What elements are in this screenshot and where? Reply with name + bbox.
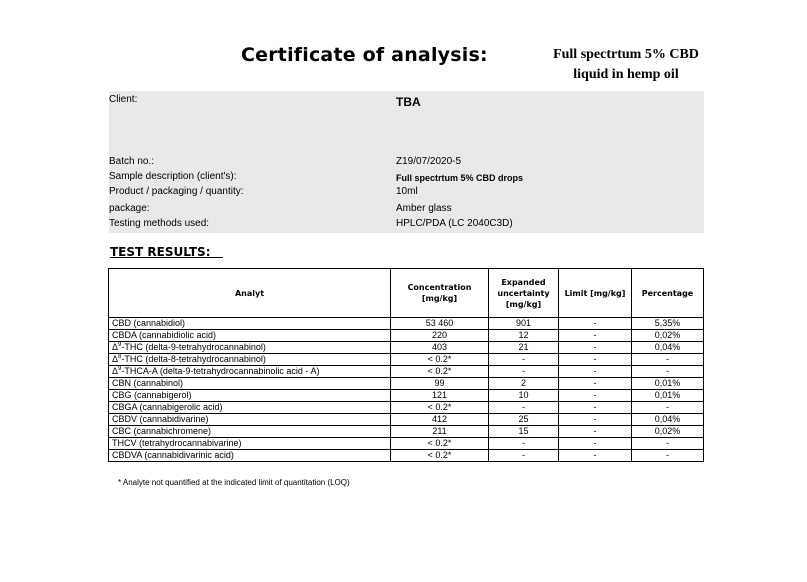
analyt-name: CBDV (cannabidivarine) bbox=[112, 414, 209, 424]
analyt-cell bbox=[109, 390, 391, 402]
table-row bbox=[109, 450, 704, 462]
analyt-cell bbox=[109, 450, 391, 462]
limit-cell: - bbox=[559, 330, 632, 342]
table-row bbox=[109, 390, 704, 402]
analyt-cell bbox=[109, 342, 391, 354]
concentration-cell: < 0.2* bbox=[391, 354, 489, 366]
package-value: Amber glass bbox=[396, 203, 452, 214]
limit-cell: - bbox=[559, 390, 632, 402]
delta-superscript: 9 bbox=[118, 342, 122, 348]
delta-symbol: Δ bbox=[112, 342, 119, 352]
column-header-limit: Limit [mg/kg] bbox=[559, 269, 632, 318]
concentration-cell: < 0.2* bbox=[391, 438, 489, 450]
uncertainty-cell: 25 bbox=[489, 414, 559, 426]
concentration-cell: < 0.2* bbox=[391, 450, 489, 462]
analyt-cell bbox=[109, 330, 391, 342]
table-row bbox=[109, 366, 704, 378]
analyt-cell bbox=[109, 438, 391, 450]
concentration-cell: < 0.2* bbox=[391, 366, 489, 378]
analyt-name: -THC (delta-8-tetrahydrocannabinol) bbox=[121, 354, 266, 364]
concentration-cell: 220 bbox=[391, 330, 489, 342]
limit-cell: - bbox=[559, 354, 632, 366]
uncertainty-cell: 10 bbox=[489, 390, 559, 402]
footnote: * Analyte not quantified at the indicated limit of quantitation (LOQ) bbox=[118, 478, 350, 487]
analyt-name: THCV (tetrahydrocannabivarine) bbox=[112, 438, 242, 448]
percentage-cell: - bbox=[632, 450, 704, 462]
percentage-cell: - bbox=[632, 354, 704, 366]
analyt-name: CBDVA (cannabidivarinic acid) bbox=[112, 450, 234, 460]
client-label: Client: bbox=[109, 94, 138, 105]
sample-description-label: Sample description (client's): bbox=[109, 171, 237, 182]
uncertainty-cell: 15 bbox=[489, 426, 559, 438]
analyt-cell bbox=[109, 402, 391, 414]
column-header-percentage: Percentage bbox=[632, 269, 704, 318]
product-title-line-1: Full spectrtum 5% CBD bbox=[553, 47, 699, 62]
table-row bbox=[109, 426, 704, 438]
limit-cell: - bbox=[559, 378, 632, 390]
analyt-name: CBD (cannabidiol) bbox=[112, 318, 186, 328]
analyt-cell bbox=[109, 366, 391, 378]
percentage-cell: 0,01% bbox=[632, 390, 704, 402]
percentage-cell: 0,04% bbox=[632, 342, 704, 354]
percentage-cell: 5,35% bbox=[632, 318, 704, 330]
delta-symbol: Δ bbox=[112, 354, 119, 364]
analyt-cell bbox=[109, 318, 391, 330]
percentage-cell: 0,02% bbox=[632, 330, 704, 342]
delta-symbol: Δ bbox=[112, 366, 119, 376]
limit-cell: - bbox=[559, 450, 632, 462]
table-row bbox=[109, 414, 704, 426]
delta-superscript: 9 bbox=[118, 366, 122, 372]
uncertainty-cell: - bbox=[489, 402, 559, 414]
uncertainty-cell: 12 bbox=[489, 330, 559, 342]
concentration-cell: 211 bbox=[391, 426, 489, 438]
testing-methods-label: Testing methods used: bbox=[109, 218, 210, 229]
table-row bbox=[109, 342, 704, 354]
limit-cell: - bbox=[559, 342, 632, 354]
analyt-cell bbox=[109, 378, 391, 390]
analyt-name: CBG (cannabigerol) bbox=[112, 390, 192, 400]
limit-cell: - bbox=[559, 366, 632, 378]
test-results-heading: TEST RESULTS: bbox=[110, 245, 224, 259]
analyt-name: CBGA (cannabigerolic acid) bbox=[112, 402, 223, 412]
analyt-name: -THCA-A (delta-9-tetrahydrocannabinolic acid - A) bbox=[121, 366, 320, 376]
uncertainty-cell: 901 bbox=[489, 318, 559, 330]
product-value: 10ml bbox=[396, 186, 418, 197]
batch-value: Z19/07/2020-5 bbox=[396, 156, 462, 167]
column-header-uncertainty: Expanded uncertainty [mg/kg] bbox=[489, 269, 559, 318]
analyt-name: -THC (delta-9-tetrahydrocannabinol) bbox=[121, 342, 266, 352]
package-label: package: bbox=[109, 203, 150, 214]
client-info-block bbox=[109, 91, 704, 233]
batch-label: Batch no.: bbox=[109, 156, 155, 167]
concentration-cell: 99 bbox=[391, 378, 489, 390]
uncertainty-cell: 2 bbox=[489, 378, 559, 390]
analyt-cell bbox=[109, 426, 391, 438]
percentage-cell: 0,01% bbox=[632, 378, 704, 390]
testing-methods-value: HPLC/PDA (LC 2040C3D) bbox=[396, 218, 513, 229]
limit-cell: - bbox=[559, 318, 632, 330]
table-header-row bbox=[109, 269, 704, 318]
analyt-cell bbox=[109, 354, 391, 366]
product-title bbox=[540, 45, 712, 85]
uncertainty-cell: - bbox=[489, 438, 559, 450]
percentage-cell: 0,02% bbox=[632, 426, 704, 438]
concentration-cell: 53 460 bbox=[391, 318, 489, 330]
analyt-name: CBC (cannabichromene) bbox=[112, 426, 212, 436]
test-results-table bbox=[108, 268, 704, 462]
concentration-cell: 412 bbox=[391, 414, 489, 426]
table-row bbox=[109, 318, 704, 330]
uncertainty-cell: - bbox=[489, 366, 559, 378]
limit-cell: - bbox=[559, 438, 632, 450]
client-value: TBA bbox=[396, 95, 421, 109]
product-title-line-2: liquid in hemp oil bbox=[573, 67, 679, 82]
sample-description-value: Full spectrtum 5% CBD drops bbox=[396, 173, 524, 183]
limit-cell: - bbox=[559, 414, 632, 426]
limit-cell: - bbox=[559, 402, 632, 414]
delta-superscript: 8 bbox=[118, 354, 122, 360]
uncertainty-cell: 21 bbox=[489, 342, 559, 354]
percentage-cell: 0,04% bbox=[632, 414, 704, 426]
analyt-cell bbox=[109, 414, 391, 426]
percentage-cell: - bbox=[632, 402, 704, 414]
table-row bbox=[109, 402, 704, 414]
document-title: Certificate of analysis: bbox=[241, 44, 488, 66]
table-row bbox=[109, 378, 704, 390]
limit-cell: - bbox=[559, 426, 632, 438]
table-row bbox=[109, 330, 704, 342]
concentration-cell: < 0.2* bbox=[391, 402, 489, 414]
column-header-concentration: Concentration [mg/kg] bbox=[391, 269, 489, 318]
concentration-cell: 121 bbox=[391, 390, 489, 402]
column-header-analyt: Analyt bbox=[109, 269, 391, 318]
uncertainty-cell: - bbox=[489, 450, 559, 462]
percentage-cell: - bbox=[632, 366, 704, 378]
percentage-cell: - bbox=[632, 438, 704, 450]
test-results-body bbox=[109, 318, 704, 462]
analyt-name: CBN (cannabinol) bbox=[112, 378, 184, 388]
uncertainty-cell: - bbox=[489, 354, 559, 366]
table-row bbox=[109, 438, 704, 450]
product-label: Product / packaging / quantity: bbox=[109, 186, 244, 197]
table-row bbox=[109, 354, 704, 366]
concentration-cell: 403 bbox=[391, 342, 489, 354]
analyt-name: CBDA (cannabidiolic acid) bbox=[112, 330, 217, 340]
